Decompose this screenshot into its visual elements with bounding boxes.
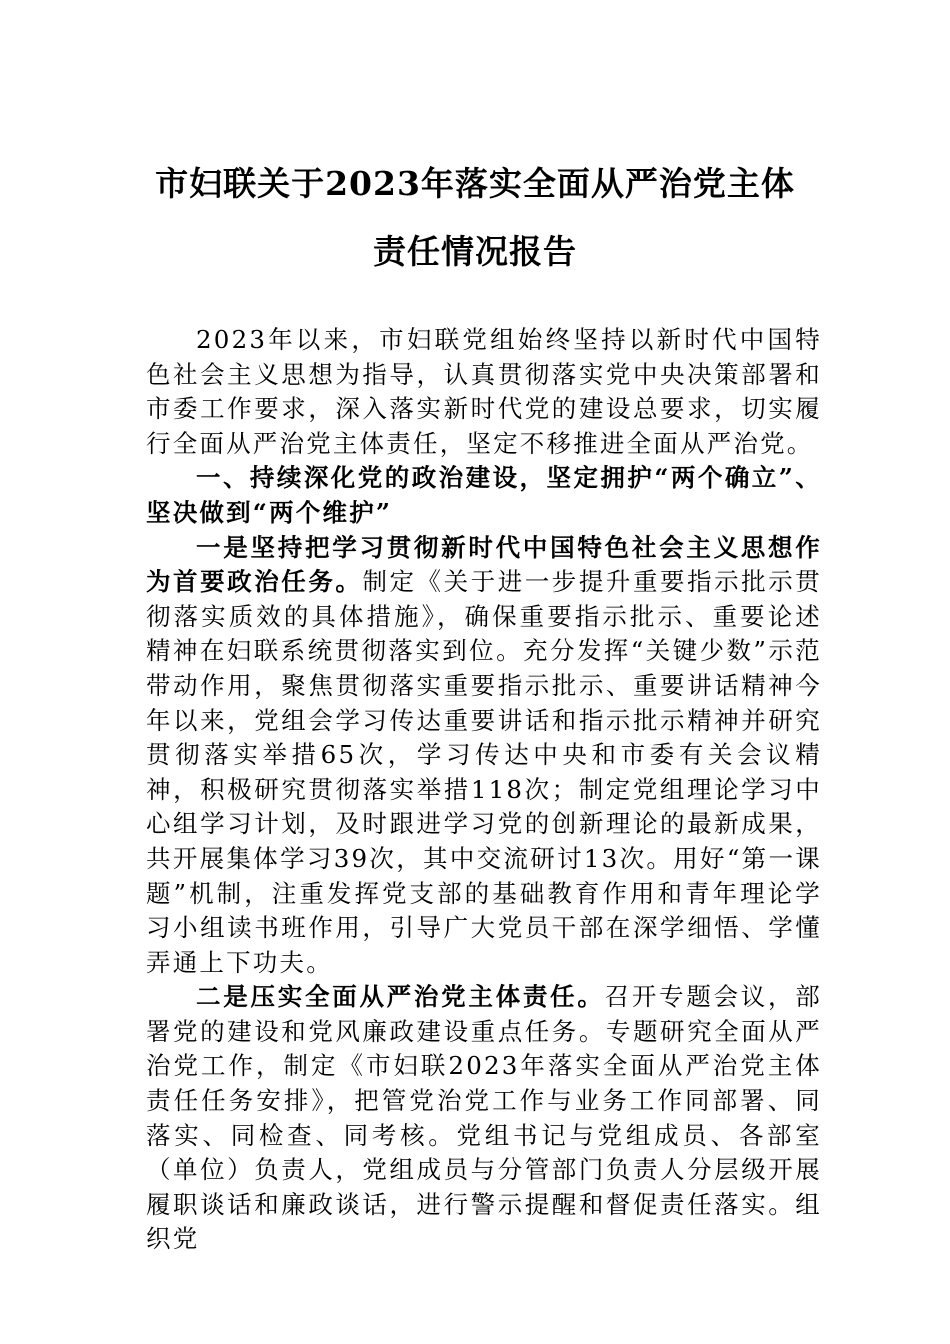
section-1-heading: 一、持续深化党的政治建设，坚定拥护“两个确立”、坚决做到“两个维护”: [146, 463, 822, 527]
document-title-line-1: 市妇联关于2023年落实全面从严治党主体: [155, 164, 795, 203]
point-1-lead: 一是坚持把学习贯彻新时代中国特色社会主义思想作为首要政治任务。: [146, 532, 822, 597]
document-title-line-2: 责任情况报告: [373, 232, 577, 271]
intro-paragraph: 2023年以来，市妇联党组始终坚持以新时代中国特色社会主义思想为指导，认真贯彻落实党中央决策部署和市委工作要求，深入落实新时代党的建设总要求，切实履行全面从严治党主体责任，坚定不移推进全面从严治党。: [146, 325, 822, 458]
document-body: [146, 323, 822, 1257]
point-2-body: 召开专题会议，部署党的建设和党风廉政建设重点任务。专题研究全面从严治党工作，制定《市妇联2023年落实全面从严治党主体责任任务安排》，把管党治党工作与业务工作同部署、同落实、同检查、同考核。党组书记与党组成员、各部室（单位）负责人，党组成员与分管部门负责人分层级开展履职谈话和廉政谈话，进行警示提醒和督促责任落实。组织党: [146, 982, 822, 1254]
point-1-paragraph: [146, 531, 822, 981]
point-1-body: 制定《关于进一步提升重要指示批示贯彻落实质效的具体措施》，确保重要指示批示、重要论述精神在妇联系统贯彻落实到位。充分发挥“关键少数”示范带动作用，聚焦贯彻落实重要指示批示、重要讲话精神今年以来，党组会学习传达重要讲话和指示批示精神并研究贯彻落实举措65次，学习传达中央和市委有关会议精神，积极研究贯彻落实举措118次；制定党组理论学习中心组学习计划，及时跟进学习党的创新理论的最新成果，共开展集体学习39次，其中交流研讨13次。用好“第一课题”机制，注重发挥党支部的基础教育作用和青年理论学习小组读书班作用，引导广大党员干部在深学细悟、学懂弄通上下功夫。: [146, 567, 822, 977]
point-2-lead: 二是压实全面从严治党主体责任。: [196, 982, 605, 1012]
point-2-paragraph: [146, 980, 822, 1257]
